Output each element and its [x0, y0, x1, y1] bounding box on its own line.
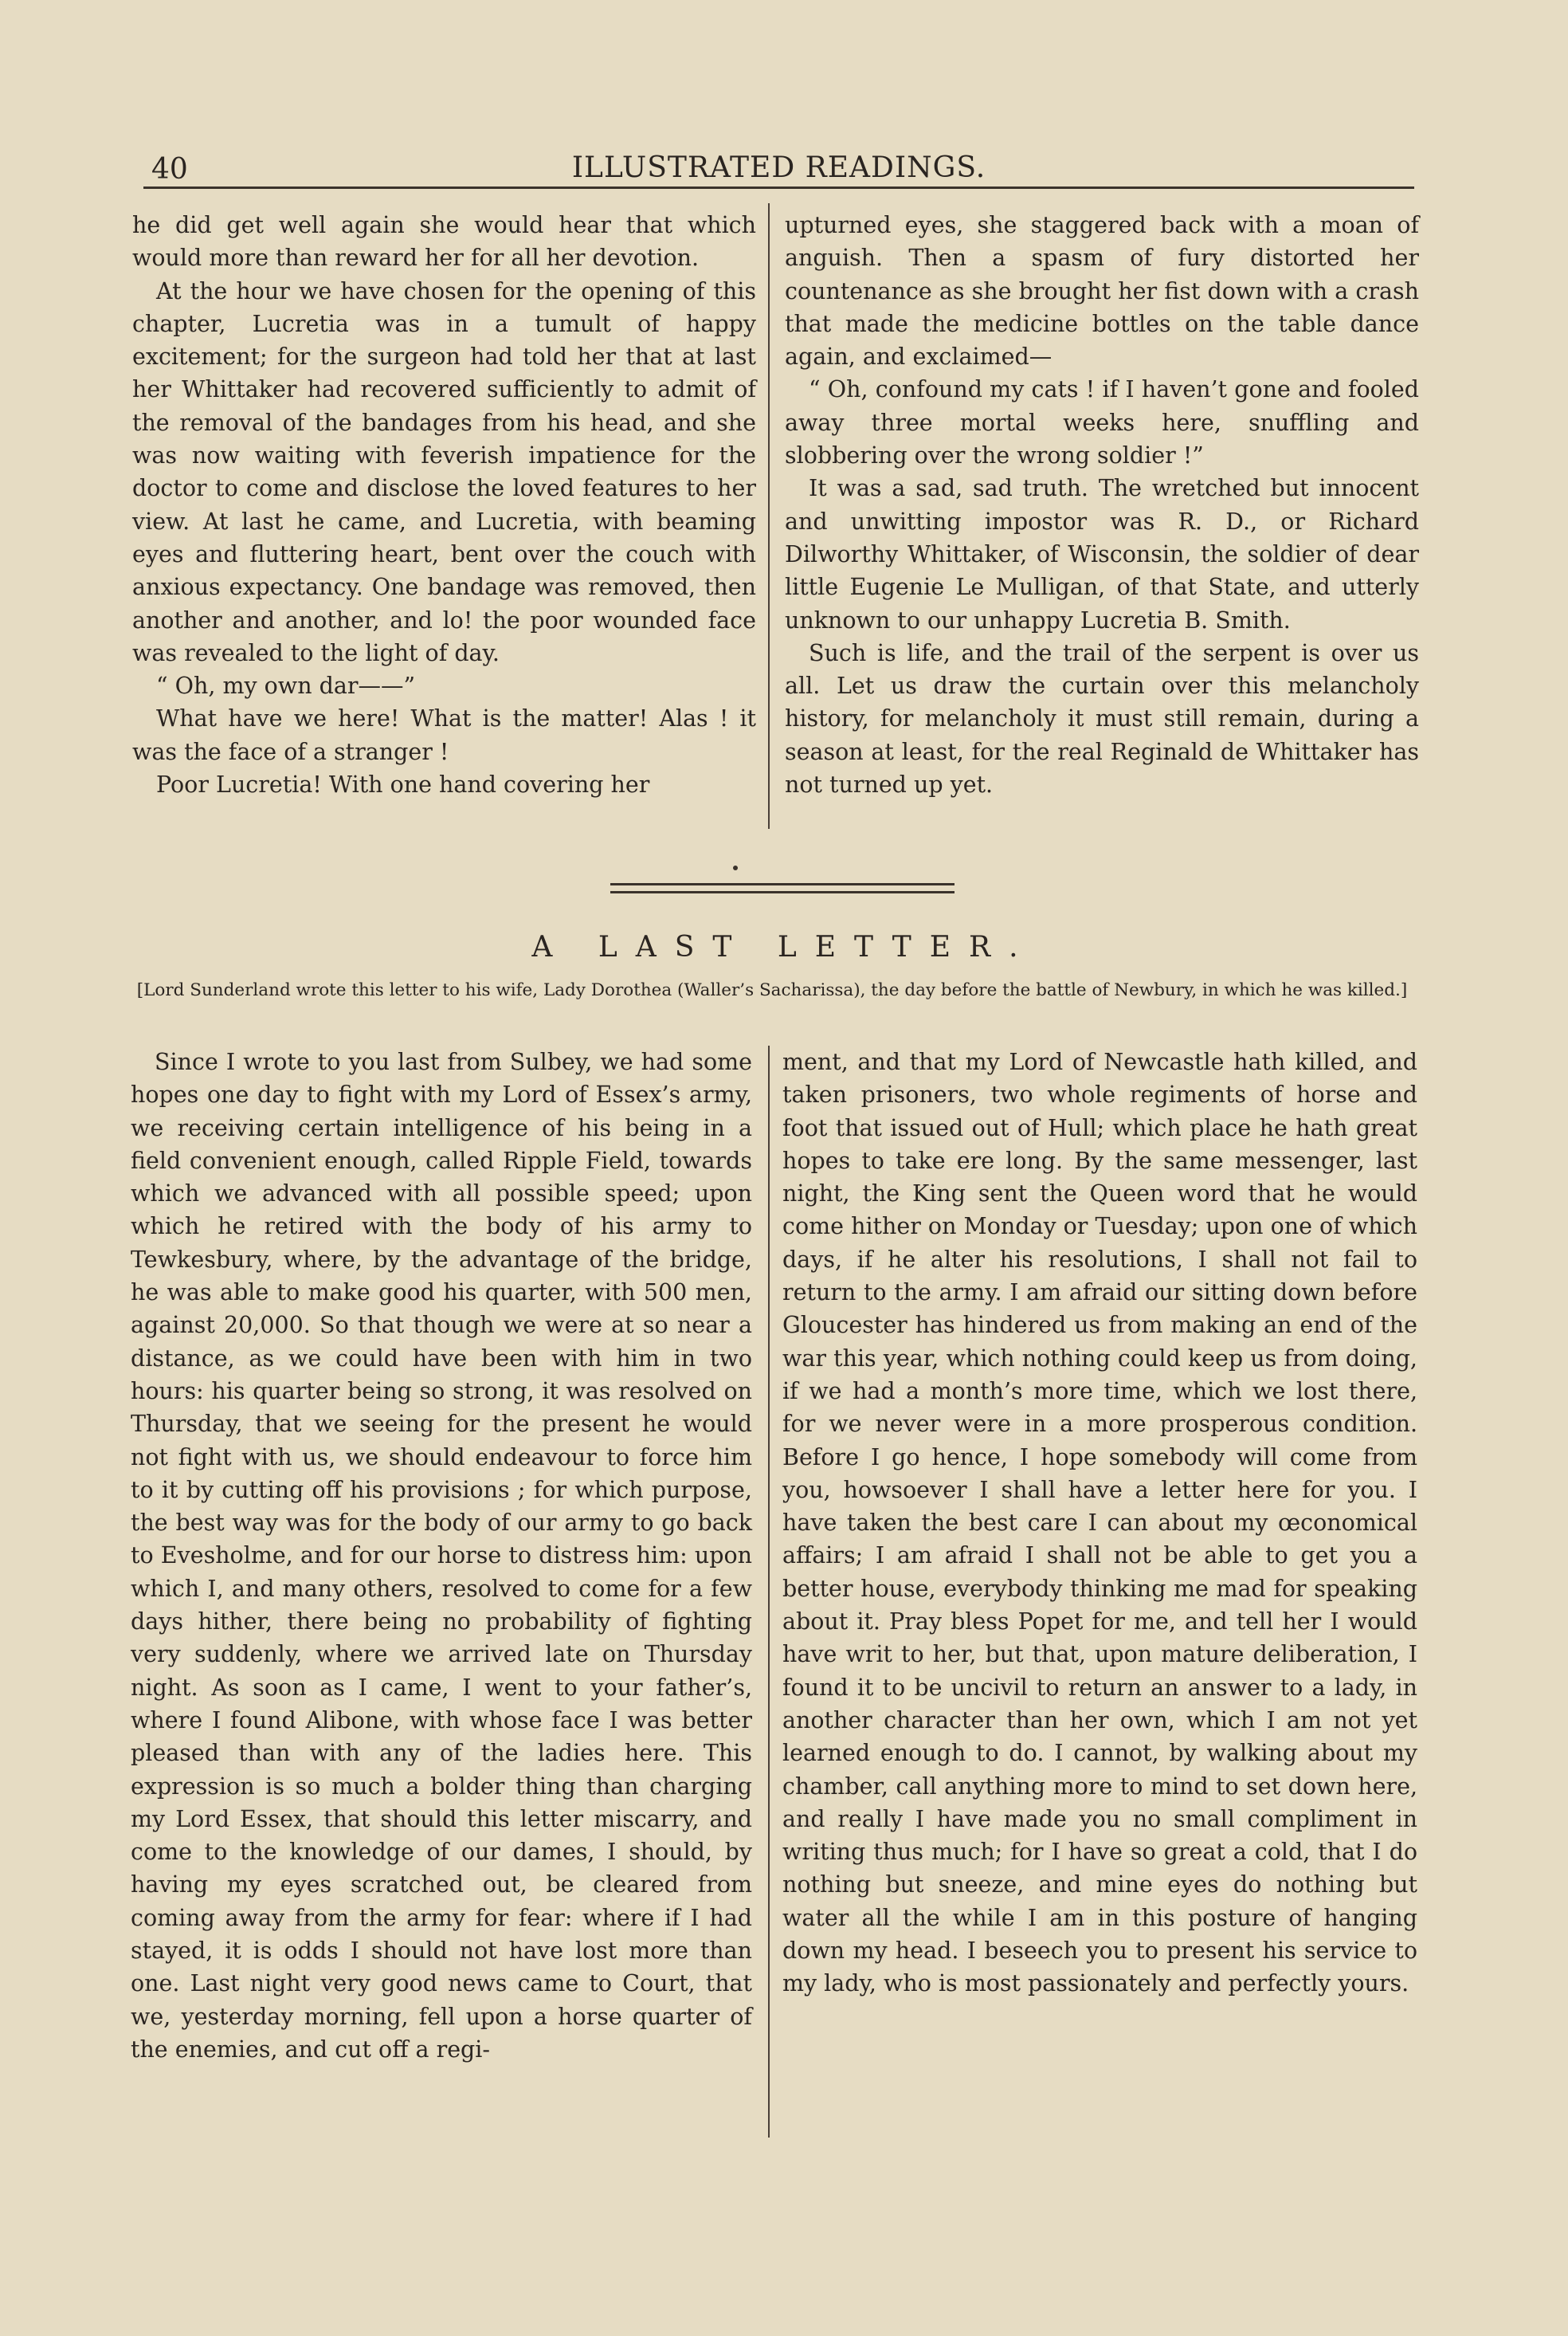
article-title: A LAST LETTER.: [531, 931, 1037, 964]
column-rule: [768, 1046, 770, 2138]
letter-left-column: [131, 1046, 752, 2066]
column-rule: [768, 203, 770, 829]
story-paragraph: Poor Lucretia! With one hand covering her: [156, 771, 650, 799]
running-head: [143, 145, 1414, 189]
story-paragraph: he did get well again she would hear that which would more than reward her for all her devotion.: [132, 212, 756, 272]
story-paragraph: At the hour we have chosen for the opening of this chapter, Lucretia was in a tumult of happy excitement; for the surgeon had told her that at last her Whittaker had recovered sufficiently to admit of the removal of the bandages from his head, and she was now waiting with feverish impatience for the doctor to come and disclose the loved features to her view. At last he came, and Lucretia, with beaming eyes and fluttering heart, bent over the couch with anxious expectancy. One bandage was removed, then another and another, and lo! the poor wounded face was revealed to the light of day.: [132, 277, 756, 666]
letter-right-column: [782, 1046, 1417, 2000]
separator-ornament: [733, 866, 738, 870]
story-paragraph: “ Oh, confound my cats ! if I haven’t gone and fooled away three mortal weeks here, snuffling and slobbering over the wrong soldier !”: [785, 376, 1419, 469]
story-paragraph: “ Oh, my own dar——”: [156, 673, 416, 700]
story-paragraph: Such is life, and the trail of the serpent is over us all. Let us draw the curtain over this melancholy history, for melancholy it must still remain, during a season at least, for the real Reginald de Whittaker has not turned up yet.: [785, 639, 1419, 799]
story-paragraph: It was a sad, sad truth. The wretched but innocent and unwitting impostor was R. D., or Richard Dilworthy Whittaker, of Wisconsin, the soldier of dear little Eugenie Le Mulligan, of that State, and utterly unknown to our unhappy Lucretia B. Smith.: [785, 475, 1419, 634]
story-paragraph: upturned eyes, she staggered back with a moan of anguish. Then a spasm of fury distorted her countenance as she brought her fist down with a crash that made the medicine bottles on the table dance again, and exclaimed—: [785, 212, 1419, 371]
running-title: ILLUSTRATED READINGS.: [571, 151, 986, 184]
separator-rule: [610, 891, 955, 893]
page-number: 40: [151, 153, 188, 186]
story-left-column: [132, 209, 756, 801]
story-paragraph: What have we here! What is the matter! Alas ! it was the face of a stranger !: [132, 705, 756, 765]
article-intro-note: [Lord Sunderland wrote this letter to his wife, Lady Dorothea (Waller’s Sacharissa), the day before the battle of Newbury, in which he was killed.]: [136, 980, 1408, 1000]
separator-rule: [610, 883, 955, 885]
letter-text: Since I wrote to you last from Sulbey, we had some hopes one day to fight with my Lord of Essex’s army, we receiving certain intelligence of his being in a field convenient enough, called Ripple Field, towards which we advanced with all possible speed; upon which he retired with the body of his army to Tewkesbury, where, by the advantage of the bridge, he was able to make good his quarter, with 500 men, against 20,000. So that though we were at so near a distance, as we could have been with him in two hours: his quarter being so strong, it was resolved on Thursday, that we seeing for the present he would not fight with us, we should endeavour to force him to it by cutting off his provisions ; for which purpose, the best way was for the body of our army to go back to Evesholme, and for our horse to distress him: upon which I, and many others, resolved to come for a few days hither, there being no probability of fighting very suddenly, where we arrived late on Thursday night. As soon as I came, I went to your father’s, where I found Alibone, with whose face I was better pleased than with any of the ladies here. This expression is so much a bolder thing than charging my Lord Essex, that should this letter miscarry, and come to the knowledge of our dames, I should, by having my eyes scratched out, be cleared from coming away from the army for fear: where if I had stayed, it is odds I should not have lost more than one. Last night very good news came to Court, that we, yesterday morning, fell upon a horse quarter of the enemies, and cut off a regi-: [131, 1049, 752, 2063]
letter-text: ment, and that my Lord of Newcastle hath killed, and taken prisoners, two whole regiments of horse and foot that issued out of Hull; which place he hath great hopes to take ere long. By the same messenger, last night, the King sent the Queen word that he would come hither on Monday or Tuesday; upon one of which days, if he alter his resolutions, I shall not fail to return to the army. I am afraid our sitting down before Gloucester has hindered us from making an end of the war this year, which nothing could keep us from doing, if we had a month’s more time, which we lost there, for we never were in a more prosperous condition. Before I go hence, I hope somebody will come from you, howsoever I shall have a letter here for you. I have taken the best care I can about my œconomical affairs; I am afraid I shall not be able to get you a better house, everybody thinking me mad for speaking about it. Pray bless Popet for me, and tell her I would have writ to her, but that, upon mature deliberation, I found it to be uncivil to return an answer to a lady, in another character than her own, which I am not yet learned enough to do. I cannot, by walking about my chamber, call anything more to mind to set down here, and really I have made you no small compliment in writing thus much; for I have so great a cold, that I do nothing but sneeze, and mine eyes do nothing but water all the while I am in this posture of hanging down my head. I beseech you to present his service to my lady, who is most passionately and perfectly yours.: [782, 1049, 1417, 1997]
story-right-column: [785, 209, 1419, 801]
